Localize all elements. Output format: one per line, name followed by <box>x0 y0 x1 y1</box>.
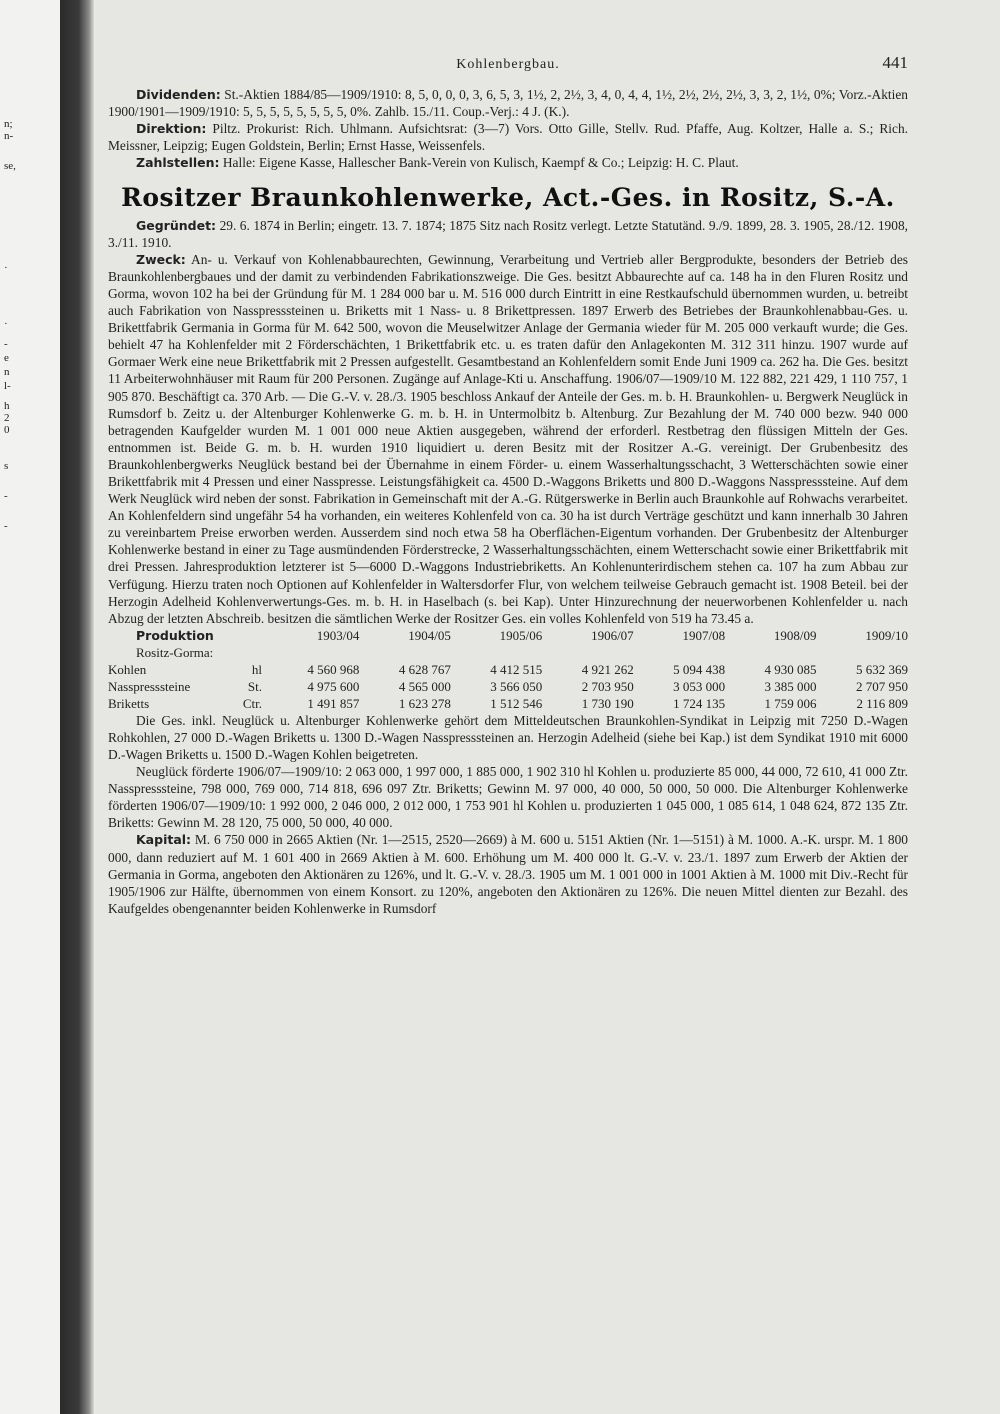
production-year: 1909/10 <box>865 627 908 643</box>
paragraph-text: Neuglück förderte 1906/07—1909/10: 2 063 000, 1 997 000, 1 885 000, 1 902 310 hl Kohlen u. produzierte 85 000, 44 000, 72 610, 41 000 Ztr. Nasspresssteine, 798 000, 769 000, 714 818, 696 097 Ztr. Briketts; Gewinn M. 97 000, 40 000, 50 000, 50 000. Die Altenburger Kohlenwerke förderten 1906/07—1909/10: 1 992 000, 2 046 000, 2 012 000, 1 753 901 hl Kohlen u. produzierten 1 045 000, 1 085 614, 1 048 624, 872 135 Ztr. Briketts: Gewinn M. 28 120, 75 000, 50 000, 40 000. <box>108 764 908 831</box>
production-value: 4 560 968 <box>307 661 360 677</box>
margin-fragment: l- <box>4 380 11 392</box>
production-value: 4 930 085 <box>764 661 817 677</box>
paragraph <box>108 712 908 763</box>
paragraph <box>108 831 908 916</box>
margin-fragment: se, <box>4 160 16 172</box>
page-content <box>108 52 908 917</box>
production-value: 3 566 050 <box>490 678 543 694</box>
paragraph-text: 29. 6. 1874 in Berlin; eingetr. 13. 7. 1874; 1875 Sitz nach Rositz verlegt. Letzte Statutänd. 9./9. 1899, 28. 3. 1905, 28./12. 1908, 3./11. 1910. <box>108 217 908 250</box>
production-value: 1 759 006 <box>764 695 817 711</box>
running-head <box>108 52 908 86</box>
production-row-name: Nasspresssteine <box>108 678 191 694</box>
margin-fragment: - <box>4 520 8 532</box>
production-value: 2 707 950 <box>856 678 908 694</box>
production-subheading-row <box>108 644 908 661</box>
production-value: 3 385 000 <box>764 678 817 694</box>
production-row-name: Briketts <box>108 695 150 711</box>
production-value: 4 628 767 <box>398 661 451 677</box>
company-title: Rositzer Braunkohlenwerke, Act.-Ges. in Rositz, S.-A. <box>121 183 895 213</box>
body-section <box>108 217 908 627</box>
margin-fragment: n; <box>4 118 13 130</box>
production-value: 4 975 600 <box>307 678 360 694</box>
production-value: 5 632 369 <box>856 661 908 677</box>
production-value: 5 094 438 <box>673 661 726 677</box>
paragraph-label: Kapital: <box>136 832 192 848</box>
margin-fragment: 0 <box>4 424 10 436</box>
book-gutter <box>60 0 94 1414</box>
page-number: 441 <box>882 53 908 72</box>
margin-fragment: - <box>4 490 8 502</box>
production-label: Produktion <box>136 627 214 643</box>
left-margin-fragment <box>0 0 60 1414</box>
production-row <box>108 661 908 678</box>
production-value: 1 491 857 <box>307 695 360 711</box>
production-header-row <box>108 627 908 644</box>
margin-fragment: h <box>4 400 10 412</box>
margin-fragment: n <box>4 366 10 378</box>
production-value: 1 730 190 <box>581 695 634 711</box>
running-head-title: Kohlenbergbau. <box>456 57 560 72</box>
production-year: 1907/08 <box>682 627 726 643</box>
production-year: 1908/09 <box>773 627 817 643</box>
production-value: 4 565 000 <box>398 678 451 694</box>
paragraph <box>108 217 908 251</box>
margin-fragment: - <box>4 338 8 350</box>
paragraph-text: An- u. Verkauf von Kohlenabbaurechten, Gewinnung, Verarbeitung und Vertrieb aller Bergprodukte, besonders der Betrieb des Braunkohlenbergbaues und der damit zu verbindenden Fabrikationszweige. Die Ges. besitzt Abbaurechte auf ca. 148 ha in den Fluren Rositz und Gorma, wovon 102 ha bei der Gründung für M. 1 284 000 bar u. M. 516 000 durch Eintritt in eine Restkaufschuld übernommen wurden, u. betreibt auch Fabrikation von Nasspresssteinen u. Briketts mit 1 Nass- u. 8 Brikettpressen. 1897 Erwerb des Betriebes der Braunkohlenabbau-Ges. u. Brikettfabrik Germania in Gorma für M. 642 500, wovon die Meuselwitzer Anlage der Germania wieder für M. 205 000 verkauft wurde; die Ges. behielt 47 ha Kohlenfelder mit 2 Förderschächten, 1 Brikettfabrik etc. u. es traten dafür den Anlagekonten M. 312 311 hinzu. 1907 wurde auf Gormaer Werk eine neue Brikettfabrik mit 2 Pressen aufgestellt. Gesamtbestand an Kohlenfeldern somit Ende Juni 1909 ca. 262 ha. Die Ges. besitzt 11 Arbeiterwohnhäuser mit Raum für 200 Personen. Zugänge auf Anlage-Kti u. Anschaffung. 1906/07—1909/10 M. 122 882, 221 429, 1 110 757, 1 905 870. Beschäftigt ca. 370 Arb. — Die G.-V. v. 28./3. 1905 beschloss Ankauf der Anteile der Ges. m. b. H. Braunkohlen- u. Bergwerk Neuglück in Rumsdorf b. Zeitz u. der Altenburger Kohlenwerke G. m. b. H. in Untermolbitz b. Altenburg. Zur Bezahlung der M. 740 000 bezw. 940 000 betragenden Kaufgelder wurden M. 1 001 000 neue Aktien ausgegeben, während der erforderl. Restbetrag den flüssigen Mitteln der Ges. entnommen ist. Beide G. m. b. H. wurden 1910 liquidiert u. deren Besitz mit der Rositzer A.-G. vereinigt. Der Grubenbesitz des Braunkohlenbergwerks Neuglück bestand bei der Übernahme in einem Förder- u. einem Wasserhaltungsschacht, 3 Wetterschächten sowie einer Brikettfabrik mit 4 Pressen und einer Nasspresse. Leistungsfähigkeit ca. 4500 D.-Waggons Briketts und 800 D.-Waggons Nasspresssteine. Auf dem Werk Neuglück wird neben der sonst. Fabrikation in Gemeinschaft mit der A.-G. Rütgerswerke in Berlin auch Braunkohle auf Rohwachs verarbeitet. An Kohlenfeldern sind ungefähr 54 ha vorhanden, ein weiteres Kohlenfeld von ca. 30 ha ist durch Verträge geschützt und kann innerhalb 30 Jahren zu vereinbartem Preise erworben werden. Ausserdem sind noch etwa 58 ha Oberflächen-Eigentum vorhanden. Der Grubenbesitz der Altenburger Kohlenwerke bestand in einer zu Tage ausmündenden Förderstrecke, 2 Wasserhaltungsschächten, einem Wetterschacht sowie einer Brikettfabrik mit drei Pressen. Jahresproduktion letzterer ist 5—6000 D.-Waggons Industriebriketts. An Kohlenunterirdischem stehen ca. 107 ha zum Abbau zur Verfügung. Hierzu traten noch Optionen auf Kohlenfelder in Waltersdorfer Flur, von welchem teilweise Gebrauch gemacht ist. 1908 Beteil. bei der Herzogin Adelheid Kohlenverwertungs-Ges. m. b. H. in Haselbach (s. bei Kap). Unter Hinzurechnung der neuerworbenen Kohlenfelder u. nach Abzug der letzten Abschreib. besitzen die sämtlichen Werke der Rositzer Ges. ein volles Kohlenfeld von 519 ha 73.45 a. <box>108 251 908 626</box>
production-value: 3 053 000 <box>673 678 726 694</box>
paragraph-text: M. 6 750 000 in 2665 Aktien (Nr. 1—2515, 2520—2669) à M. 600 u. 5151 Aktien (Nr. 1—5151) à M. 1000. A.-K. urspr. M. 1 800 000, dann reduziert auf M. 1 601 400 in 2669 Aktien à M. 600. Erhöhung um M. 400 000 lt. G.-V. v. 23./1. 1897 zum Erwerb der Aktien der Germania in Gorma, angeboten den Aktionären zu 126%, und lt. G.-V. v. 28./3. 1905 um M. 1 001 000 in 1001 Aktien à M. 1000 mit Div.-Recht für 1905/1906 zur Hälfte, übernommen von einem Konsort. zu 120%, angeboten den Aktionären zu 126%. Die neuen Mittel dienten zur Bezahl. des Kaufgeldes obengenannter beiden Kohlenwerke in Rumsdorf <box>108 832 908 916</box>
paragraph-label: Zweck: <box>136 251 186 267</box>
production-value: 2 703 950 <box>581 678 634 694</box>
production-row-unit: hl <box>251 661 262 677</box>
margin-fragment: · <box>4 262 8 274</box>
production-year: 1905/06 <box>499 627 543 643</box>
production-year: 1906/07 <box>591 627 634 643</box>
paragraph-label: Direktion: <box>136 121 207 137</box>
production-table <box>108 627 908 712</box>
paragraph-text: Piltz. Prokurist: Rich. Uhlmann. Aufsichtsrat: (3—7) Vors. Otto Gille, Stellv. Rud. Pfaffe, Aug. Koltzer, Halle a. S.; Rich. Meissner, Leipzig; Eugen Goldstein, Berlin; Ernst Hasse, Weissenfels. <box>108 121 908 154</box>
production-year: 1903/04 <box>316 627 360 643</box>
production-value: 4 412 515 <box>490 661 543 677</box>
paragraph-label: Dividenden: <box>136 87 221 102</box>
production-subheading: Rositz-Gorma: <box>136 644 214 660</box>
margin-fragment: e <box>4 352 9 364</box>
production-row-name: Kohlen <box>108 661 147 677</box>
paragraph-text: Die Ges. inkl. Neuglück u. Altenburger Kohlenwerke gehört dem Mitteldeutschen Braunkohlen-Syndikat in Leipzig mit 7250 D.-Wagen Rohkohlen, 27 000 D.-Wagen Briketts u. 1300 D.-Wagen Nasspresssteinen an. Herzogin Adelheid (siehe bei Kap.) ist dem Syndikat 1910 mit 6000 D.-Wagen Briketts u. 1500 D.-Wagen Kohlen beigetreten. <box>108 712 908 762</box>
production-row-unit: St. <box>247 678 262 694</box>
paragraph-text: St.-Aktien 1884/85—1909/1910: 8, 5, 0, 0, 0, 3, 6, 5, 3, 1½, 2, 2½, 3, 4, 0, 4, 4, 1½, 2½, 2½, 2½, 3, 3, 2, 1½, 0%; Vorz.-Aktien 1900/1901—1909/1910: 5, 5, 5, 5, 5, 5, 5, 5, 0%. Zahlb. 15./11. Coup.-Verj.: 4 J. (K.). <box>108 87 909 120</box>
paragraph <box>108 86 908 120</box>
paragraph <box>108 120 908 154</box>
paragraph <box>108 763 908 831</box>
production-row <box>108 678 908 695</box>
paragraph <box>108 154 908 171</box>
production-value: 2 116 809 <box>856 695 908 711</box>
paragraph <box>108 251 908 627</box>
after-section <box>108 712 908 917</box>
margin-fragment: 2 <box>4 412 10 424</box>
paragraph-text: Halle: Eigene Kasse, Hallescher Bank-Verein von Kulisch, Kaempf & Co.; Leipzig: H. C. Plaut. <box>222 155 739 171</box>
production-value: 1 724 135 <box>673 695 726 711</box>
paragraph-label: Zahlstellen: <box>136 155 220 171</box>
production-year: 1904/05 <box>408 627 451 643</box>
top-section <box>108 86 908 171</box>
paragraph-label: Gegründet: <box>136 217 217 233</box>
margin-fragment: s <box>4 460 9 472</box>
margin-fragment: n- <box>4 130 14 142</box>
production-value: 1 623 278 <box>398 695 451 711</box>
production-value: 4 921 262 <box>581 661 634 677</box>
production-row-unit: Ctr. <box>242 695 262 711</box>
production-row <box>108 695 908 712</box>
production-value: 1 512 546 <box>490 695 543 711</box>
margin-fragment: · <box>4 318 8 330</box>
